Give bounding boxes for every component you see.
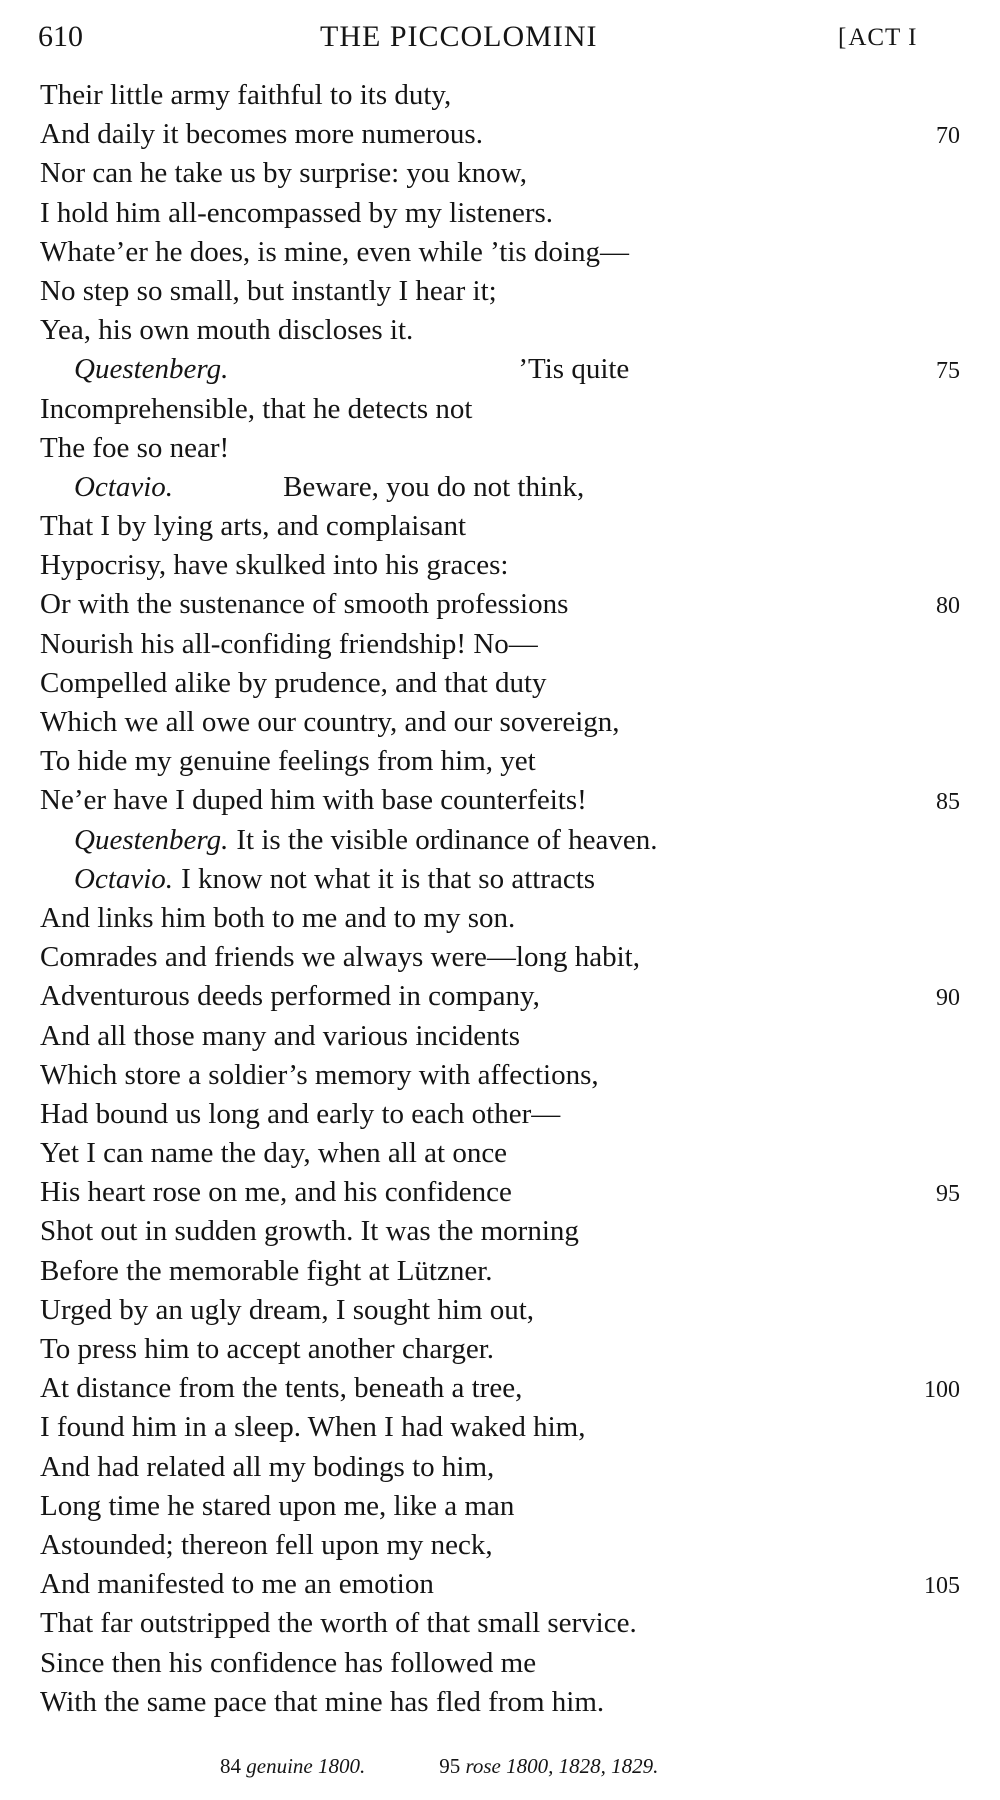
line-text: I know not what it is that so attracts [181,862,596,895]
verse-line [0,860,1000,899]
verse-line [0,1252,1000,1291]
line-text: To press him to accept another charger. [40,1333,495,1365]
footnote [220,1754,365,1779]
line-text: Yea, his own mouth discloses it. [40,314,414,347]
verse-line [0,781,1000,820]
page-number: 610 [38,20,83,53]
verse-text [0,76,1000,1722]
verse-line [0,1134,1000,1173]
line-text: Urged by an ugly dream, I sought him out, [40,1293,535,1326]
verse-line [0,154,1000,193]
footnote [439,1754,658,1779]
verse-line [0,585,1000,624]
running-title: THE PICCOLOMINI [320,20,598,53]
line-text: Long time he stared upon me, like a man [40,1489,515,1522]
verse-line [0,76,1000,115]
verse-line [0,194,1000,233]
verse-line [0,1330,1000,1369]
footnotes [220,1754,732,1779]
line-text: And manifested to me an emotion [40,1568,434,1601]
verse-line [0,390,1000,429]
line-text: At distance from the tents, beneath a tree, [40,1372,523,1405]
line-text: Had bound us long and early to each other— [40,1097,561,1130]
verse-line [0,1212,1000,1251]
verse-line [0,625,1000,664]
line-text: Which we all owe our country, and our sovereign, [40,706,620,738]
line-text: Nourish his all-confiding friendship! No— [40,627,538,660]
verse-line [0,1565,1000,1604]
verse-line [0,468,1000,507]
verse-line [0,821,1000,860]
verse-line [0,1017,1000,1056]
verse-line [0,1448,1000,1487]
line-text: That far outstripped the worth of that small service. [40,1607,637,1640]
line-text: And all those many and various incidents [40,1019,521,1052]
verse-line [0,1604,1000,1643]
line-text: And links him both to me and to my son. [40,901,516,934]
line-text: And daily it becomes more numerous. [40,118,483,151]
line-text: That I by lying arts, and complaisant [40,510,467,543]
line-text: Since then his confidence has followed me [40,1646,537,1679]
line-number: 100 [924,1377,960,1404]
line-text: Astounded; thereon fell upon my neck, [40,1528,493,1561]
footnote-text: genuine 1800. [246,1754,366,1778]
line-text: Or with the sustenance of smooth professions [40,588,569,621]
line-text: The foe so near! [40,431,230,464]
speaker-name: Questenberg. [74,353,229,386]
speaker-name: Questenberg. [74,823,229,856]
verse-line [0,1369,1000,1408]
verse-line [0,1526,1000,1565]
line-text: ’Tis quite [518,353,630,386]
line-text: It is the visible ordinance of heaven. [236,823,658,856]
line-number: 105 [924,1573,960,1600]
verse-line [0,507,1000,546]
line-text: No step so small, but instantly I hear it; [40,274,497,307]
line-text: Hypocrisy, have skulked into his graces: [40,549,509,582]
line-number: 75 [936,358,960,385]
line-text: Beware, you do not think, [283,470,585,503]
act-label: [ ACT I [838,24,917,52]
verse-line [0,938,1000,977]
line-number: 80 [936,593,960,620]
line-text: I hold him all-encompassed by my listeners. [40,196,554,229]
verse-line [0,977,1000,1016]
line-text: Nor can he take us by surprise: you know, [40,157,527,190]
verse-line [0,1095,1000,1134]
verse-line [0,1056,1000,1095]
verse-line [0,703,1000,742]
verse-line [0,546,1000,585]
line-number: 70 [936,123,960,150]
line-number: 85 [936,789,960,816]
line-text: Before the memorable fight at Lützner. [40,1254,493,1287]
verse-line [0,272,1000,311]
footnote-line-number: 84 [220,1754,241,1778]
line-text: To hide my genuine feelings from him, yet [40,745,536,778]
verse-line [0,350,1000,389]
line-text: Whate’er he does, is mine, even while ’tis doing— [40,235,629,268]
verse-line [0,233,1000,272]
verse-line [0,115,1000,154]
verse-line [0,1487,1000,1526]
verse-line [0,899,1000,938]
line-number: 90 [936,985,960,1012]
verse-line [0,1644,1000,1683]
line-number: 95 [936,1181,960,1208]
verse-line [0,1173,1000,1212]
verse-line [0,664,1000,703]
line-text: I found him in a sleep. When I had waked him, [40,1411,586,1444]
verse-line [0,1408,1000,1447]
line-text: Incomprehensible, that he detects not [40,392,473,425]
line-text: And had related all my bodings to him, [40,1450,495,1483]
verse-line [0,1291,1000,1330]
line-text: Shot out in sudden growth. It was the morning [40,1215,579,1248]
page-header [0,16,1000,60]
footnote-line-number: 95 [439,1754,461,1778]
footnote-text: rose 1800, 1828, 1829. [465,1754,659,1778]
verse-line [0,311,1000,350]
line-text: Ne’er have I duped him with base counterfeits! [40,784,587,817]
line-text: Their little army faithful to its duty, [40,79,452,111]
verse-line [0,429,1000,468]
line-text: Comrades and friends we always were—long habit, [40,941,640,974]
speaker-name: Octavio. [74,470,174,503]
line-text: Compelled alike by prudence, and that duty [40,666,547,699]
line-text: Which store a soldier’s memory with affections, [40,1058,599,1091]
line-text: Adventurous deeds performed in company, [40,980,540,1013]
line-text: With the same pace that mine has fled from him. [40,1685,605,1718]
speaker-name: Octavio. [74,862,174,895]
verse-line [0,1683,1000,1722]
verse-line [0,742,1000,781]
line-text: His heart rose on me, and his confidence [40,1176,512,1209]
line-text: Yet I can name the day, when all at once [40,1137,508,1170]
